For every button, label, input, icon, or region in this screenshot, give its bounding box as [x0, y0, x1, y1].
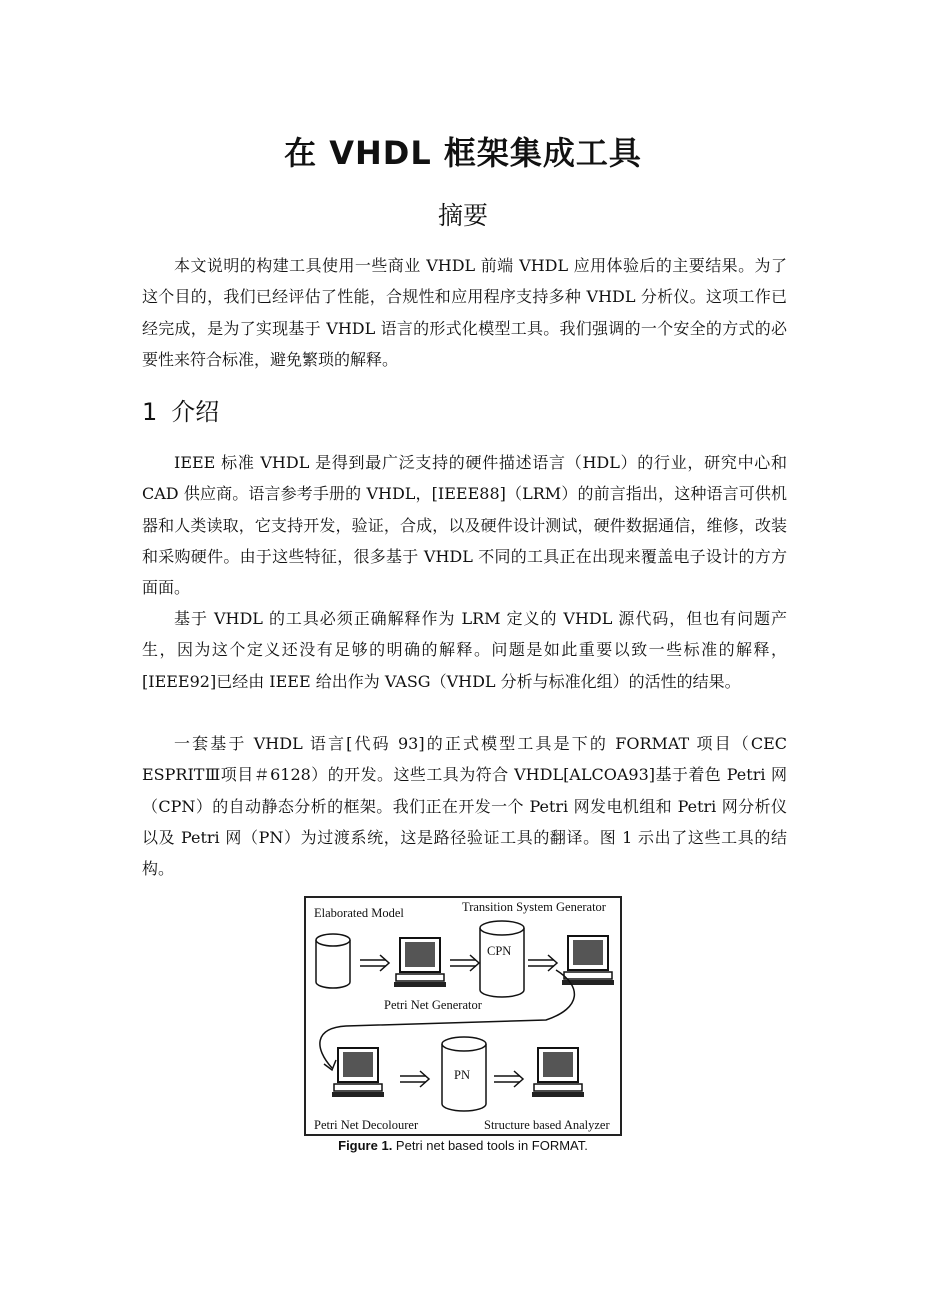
- transition-system-generator-computer-icon: [562, 936, 614, 985]
- label-transition-system-generator: Transition System Generator: [462, 900, 606, 914]
- intro-paragraph-3: 一套基于 VHDL 语言[代码 93]的正式模型工具是下的 FORMAT 项目（CEC ESPRITⅢ项目＃6128）的开发。这些工具为符合 VHDL[ALCOA93]基于着色 Petri 网（CPN）的自动静态分析的框架。我们正在开发一个 Petri 网发电机组和 Petri 网分析仪以及 Petri 网（PN）为过渡系统，这是路径验证工具的翻译。图 1 示出了这些工具的结构。: [142, 734, 787, 879]
- arrow-icon: [494, 1071, 523, 1087]
- intro-paragraph-1: IEEE 标准 VHDL 是得到最广泛支持的硬件描述语言（HDL）的行业，研究中心和 CAD 供应商。语言参考手册的 VHDL，[IEEE88]（LRM）的前言指出，这种语言可供机器和人类读取，它支持开发，验证，合成，以及硬件设计测试，硬件数据通信，维修，改装和采购硬件。由于这些特征，很多基于 VHDL 不同的工具正在出现来覆盖电子设计的方方面面。: [142, 453, 787, 598]
- arrow-icon: [528, 955, 557, 971]
- figure-caption: [304, 1138, 622, 1153]
- label-cpn: CPN: [487, 944, 512, 958]
- caption-label: Figure 1.: [338, 1138, 393, 1153]
- label-pn: PN: [454, 1068, 470, 1082]
- intro-paragraph-2: 基于 VHDL 的工具必须正确解释作为 LRM 定义的 VHDL 源代码，但也有问题产生，因为这个定义还没有足够的明确的解释。问题是如此重要以致一些标准的解释，[IEEE92]已经由 IEEE 给出作为 VASG（VHDL 分析与标准化组）的活性的结果。: [142, 609, 787, 691]
- page-title: 在 VHDL 框架集成工具: [284, 134, 642, 172]
- petri-net-generator-computer-icon: [394, 938, 446, 987]
- section-title: 介绍: [171, 398, 220, 426]
- abstract-paragraph: 本文说明的构建工具使用一些商业 VHDL 前端 VHDL 应用体验后的主要结果。为了这个目的，我们已经评估了性能，合规性和应用程序支持多种 VHDL 分析仪。这项工作已经完成，是为了实现基于 VHDL 语言的形式化模型工具。我们强调的一个安全的方式的必要性来符合标准，避免繁琐的解释。: [142, 256, 787, 369]
- figure-1: [304, 896, 622, 1136]
- abstract-heading: 摘要: [437, 201, 488, 230]
- elaborated-model-cylinder: [316, 934, 350, 988]
- arrow-icon: [360, 955, 389, 971]
- label-petri-net-decolourer: Petri Net Decolourer: [314, 1118, 419, 1132]
- arrow-icon: [450, 955, 479, 971]
- label-structure-based-analyzer: Structure based Analyzer: [484, 1118, 610, 1132]
- figure-diagram: [306, 898, 620, 1134]
- caption-text: Petri net based tools in FORMAT.: [392, 1138, 588, 1153]
- section-heading: [142, 392, 233, 427]
- section-number: 1: [142, 398, 158, 426]
- structure-based-analyzer-computer-icon: [532, 1048, 584, 1097]
- cpn-cylinder: [480, 921, 524, 997]
- label-elaborated-model: Elaborated Model: [314, 906, 404, 920]
- petri-net-decolourer-computer-icon: [332, 1048, 384, 1097]
- label-petri-net-generator: Petri Net Generator: [384, 998, 482, 1012]
- arrow-icon: [400, 1071, 429, 1087]
